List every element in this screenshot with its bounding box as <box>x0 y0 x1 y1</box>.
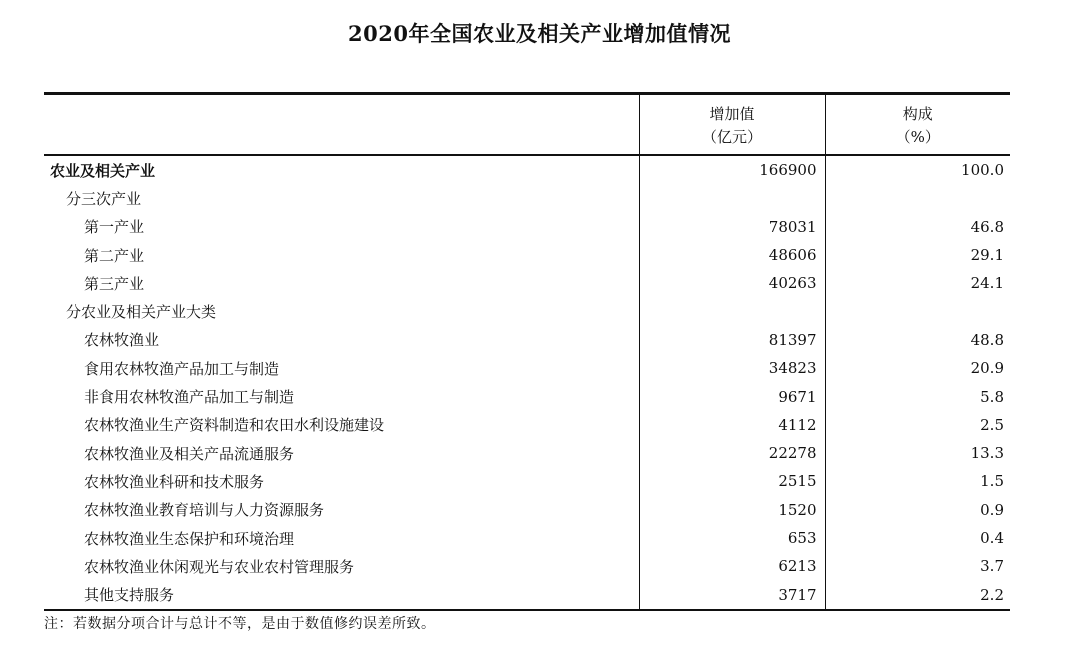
row-value: 22278 <box>639 439 825 467</box>
row-label: 农林牧渔业 <box>44 326 639 354</box>
row-label: 农林牧渔业及相关产品流通服务 <box>44 439 639 467</box>
header-value-line1: 增加值 <box>709 104 755 123</box>
table-row <box>44 467 1010 495</box>
row-share: 0.4 <box>980 529 1004 547</box>
row-value: 6213 <box>639 552 825 580</box>
row-value: 1520 <box>639 496 825 524</box>
row-share: 1.5 <box>980 472 1004 491</box>
row-share: 20.9 <box>970 359 1004 378</box>
table-row-section <box>44 184 1010 212</box>
table-row <box>44 496 1010 524</box>
row-value: 40263 <box>639 269 825 297</box>
row-value: 653 <box>639 524 825 552</box>
table-row <box>44 269 1010 297</box>
row-share: 3.7 <box>980 557 1004 576</box>
header-share-line2: （%） <box>895 127 940 146</box>
table-row <box>44 326 1010 354</box>
row-share <box>825 184 1010 212</box>
row-label: 食用农林牧渔产品加工与制造 <box>44 354 639 382</box>
table-row <box>44 382 1010 410</box>
row-label: 分农业及相关产业大类 <box>44 297 639 325</box>
row-label: 第二产业 <box>44 241 639 269</box>
row-share: 100.0 <box>961 161 1004 180</box>
row-label: 农林牧渔业生产资料制造和农田水利设施建设 <box>44 411 639 439</box>
table-header-row <box>44 94 1010 156</box>
row-label: 农林牧渔业教育培训与人力资源服务 <box>44 496 639 524</box>
row-label: 非食用农林牧渔产品加工与制造 <box>44 382 639 410</box>
row-value: 9671 <box>639 382 825 410</box>
row-share: 24.1 <box>970 274 1004 293</box>
table-row <box>44 524 1010 552</box>
row-label: 农林牧渔业生态保护和环境治理 <box>44 524 639 552</box>
row-value: 166900 <box>639 155 825 184</box>
table-row-section <box>44 297 1010 325</box>
row-share: 5.8 <box>980 387 1004 406</box>
footnote: 注：若数据分项合计与总计不等，是由于数值修约误差所致。 <box>44 616 436 632</box>
row-value: 2515 <box>639 467 825 495</box>
table-row <box>44 354 1010 382</box>
row-value: 81397 <box>639 326 825 354</box>
header-share-line1: 构成 <box>902 104 933 123</box>
row-value: 34823 <box>639 354 825 382</box>
table-row <box>44 439 1010 467</box>
row-share: 0.9 <box>980 500 1004 519</box>
row-share <box>825 297 1010 325</box>
page-title: 2020年全国农业及相关产业增加值情况 <box>348 21 731 46</box>
row-label: 第一产业 <box>44 213 639 241</box>
row-value: 48606 <box>639 241 825 269</box>
row-share: 13.3 <box>970 444 1004 463</box>
table-row <box>44 411 1010 439</box>
header-label-cell <box>44 94 639 156</box>
header-value-added <box>639 94 825 156</box>
row-value <box>639 297 825 325</box>
row-value: 3717 <box>639 580 825 609</box>
table-row <box>44 552 1010 580</box>
table-row <box>44 213 1010 241</box>
row-share: 2.2 <box>825 580 1010 609</box>
row-label: 农业及相关产业 <box>44 155 639 184</box>
row-share: 2.5 <box>980 415 1004 434</box>
row-label: 农林牧渔业科研和技术服务 <box>44 467 639 495</box>
row-value: 78031 <box>639 213 825 241</box>
table-row <box>44 580 1010 609</box>
row-share: 29.1 <box>970 246 1004 265</box>
row-label: 农林牧渔业休闲观光与农业农村管理服务 <box>44 552 639 580</box>
table-row-total <box>44 155 1010 184</box>
header-share <box>825 94 1010 156</box>
row-value: 4112 <box>639 411 825 439</box>
row-value <box>639 184 825 212</box>
table-row <box>44 241 1010 269</box>
value-added-table <box>44 92 1010 611</box>
row-share: 48.8 <box>970 330 1004 349</box>
row-label: 其他支持服务 <box>44 580 639 609</box>
row-label: 第三产业 <box>44 269 639 297</box>
row-share: 46.8 <box>970 217 1004 236</box>
row-label: 分三次产业 <box>44 184 639 212</box>
header-value-line2: （亿元） <box>701 127 762 146</box>
